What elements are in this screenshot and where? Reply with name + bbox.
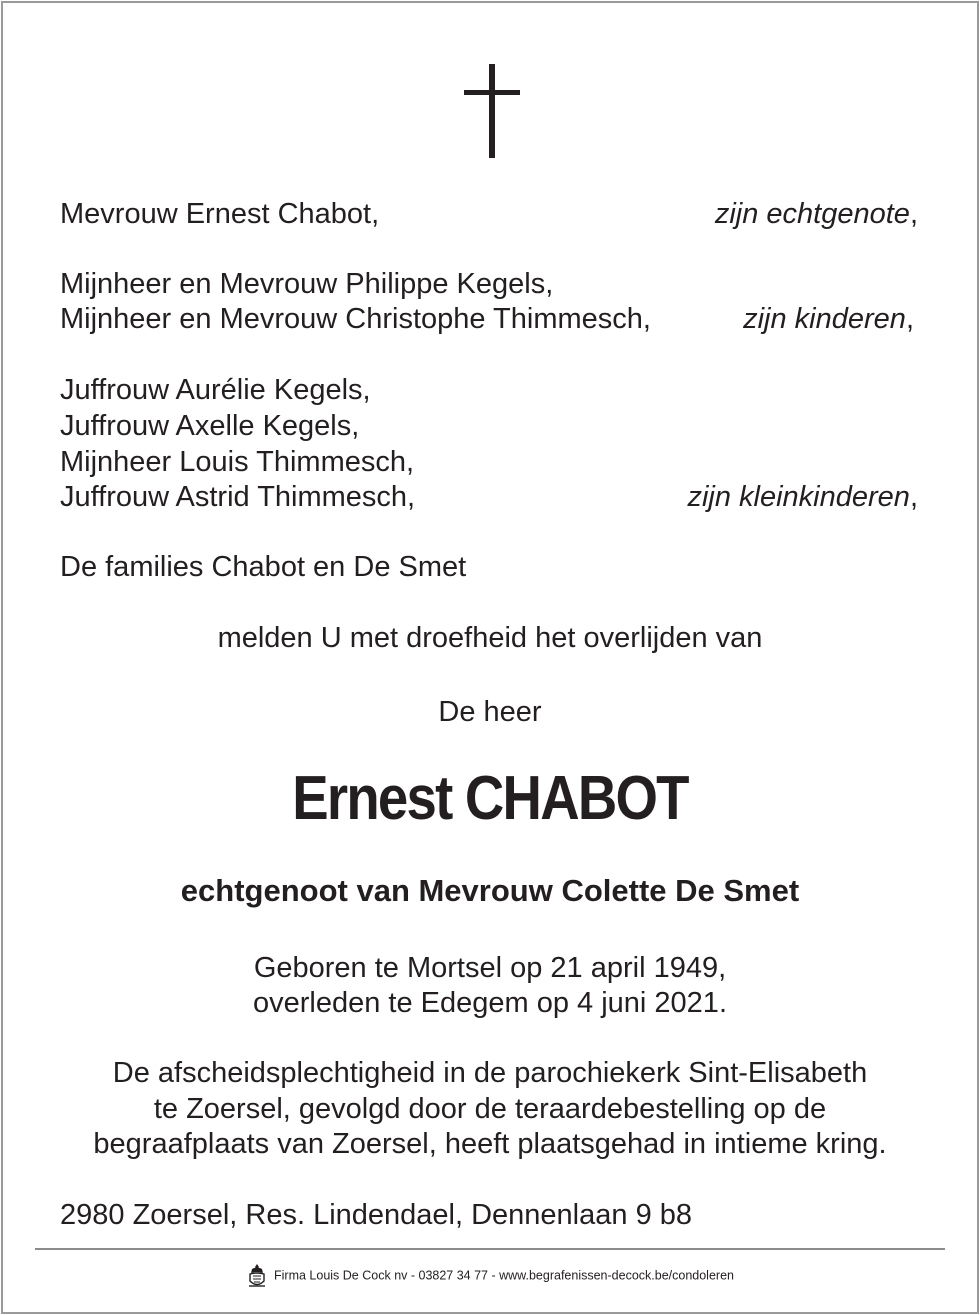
grandchildren-relation: zijn kleinkinderen,: [687, 481, 918, 513]
children-relation: zijn kinderen,: [743, 303, 914, 335]
address-line: 2980 Zoersel, Res. Lindendael, Dennenlaan 9 b8: [60, 1199, 693, 1231]
grandchild-line: Juffrouw Astrid Thimmesch,: [60, 481, 416, 513]
families-line: De families Chabot en De Smet: [60, 551, 467, 583]
spouse-relation: zijn echtgenote,: [714, 198, 918, 230]
grandchild-line: Mijnheer Louis Thimmesch,: [60, 446, 415, 478]
grandchild-line: Juffrouw Aurélie Kegels,: [60, 374, 371, 406]
footer: [0, 1262, 980, 1288]
ceremony-line: De afscheidsplechtigheid in de parochiekerk Sint-Elisabeth: [112, 1057, 868, 1089]
announcement-intro: melden U met droefheid het overlijden van: [217, 622, 763, 654]
deceased-title: De heer: [438, 696, 542, 728]
child-line: Mijnheer en Mevrouw Philippe Kegels,: [60, 268, 554, 300]
footer-divider: [35, 1248, 945, 1250]
child-line: Mijnheer en Mevrouw Christophe Thimmesch,: [60, 303, 651, 335]
grandchild-line: Juffrouw Axelle Kegels,: [60, 410, 360, 442]
birth-line: Geboren te Mortsel op 21 april 1949,: [253, 952, 727, 984]
spouse-of-line: echtgenoot van Mevrouw Colette De Smet: [180, 873, 800, 908]
deceased-name: Ernest CHABOT: [292, 764, 688, 833]
cross-icon: [464, 64, 520, 158]
ceremony-line: te Zoersel, gevolgd door de teraardebestelling op de: [153, 1093, 827, 1125]
death-line: overleden te Edegem op 4 juni 2021.: [252, 987, 727, 1019]
footer-text: Firma Louis De Cock nv - 03827 34 77 - www.begrafenissen-decock.be/condoleren: [274, 1268, 734, 1283]
ceremony-line: begraafplaats van Zoersel, heeft plaatsgehad in intieme kring.: [93, 1128, 887, 1160]
spouse-name: Mevrouw Ernest Chabot,: [60, 198, 380, 230]
funeral-home-emblem-icon: [246, 1263, 268, 1289]
